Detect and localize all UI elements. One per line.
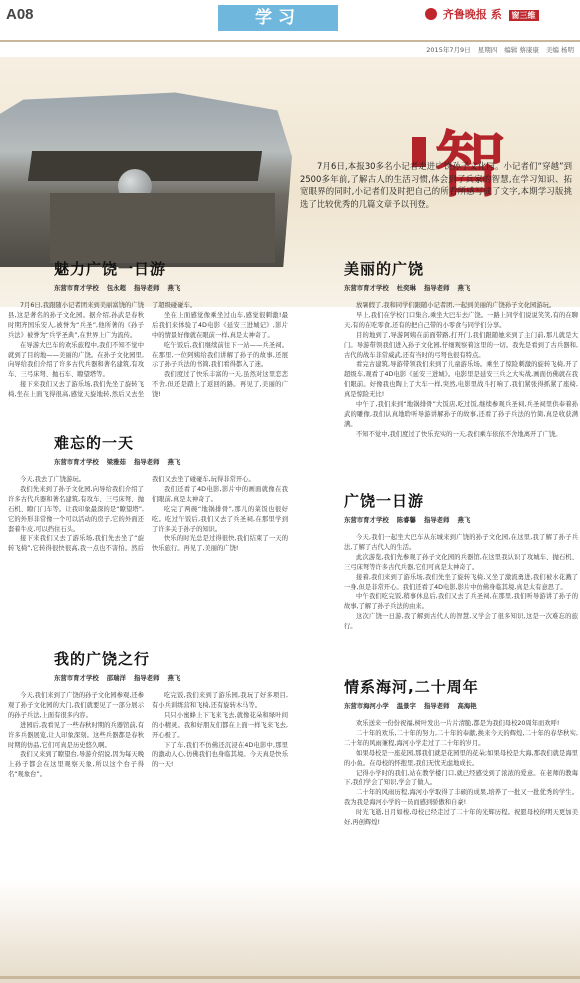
paragraph: 看完古建筑,导游带领我们来到了儿童游乐场。乘坐了惊险刺激的旋转飞椅,开了超级车,观看了4D电影《延安三进城》。电影里是延安三兵之大实战,画面仿佛就在我们眼前。好像我也陶上了大车一样,突然,电影里战斗打响了,我们紧张得抓紧了座椅,真是惊险无比! (344, 361, 578, 399)
byline-school: 东营市育才学校 (344, 516, 389, 524)
byline-author: 梁雅茹 (106, 458, 126, 466)
paper-tag: 窗三维 (509, 10, 539, 21)
article-title: 难忘的一天 (54, 434, 135, 452)
byline-school: 东营市育才学校 (54, 674, 99, 682)
byline-teacher-label: 指导老师 (423, 516, 450, 524)
article-byline (54, 457, 288, 466)
paragraph: 在导游大巴车的欢乐旅程中,我们不知不觉中就到了目的地——美丽的广饶。在孙子文化园里,向导给我们介绍了许多古代兵器和著名建筑,有攻车、三弓床弩、抛石车、瞭望塔等。 (8, 341, 144, 379)
byline-school: 东营市育才学校 (344, 284, 389, 292)
paragraph: 时光飞逝,日月如梭,母校已经走过了二十年的光辉历程。祝愿母校的明天更加美好,再创辉煌! (344, 809, 578, 827)
paragraph: 这次广饶一日游,我了解到古代人的智慧,又学会了很多知识,这是一次难忘的旅行。 (344, 613, 578, 631)
header-rule (0, 40, 580, 42)
article-body (8, 475, 288, 554)
issue-meta (421, 45, 574, 54)
hero-photo (0, 89, 292, 267)
article-byline (54, 673, 288, 682)
byline-teacher: 高海艳 (457, 702, 477, 710)
paragraph: 今天,我们来到了广饶的孙子文化园参观,还参观了孙子文化园的大门,我们就要见了一部分展示的孙子兵法,上面有很多内容。 (8, 692, 144, 719)
paragraph: 记得小学时的我们,站在教学楼门口,就已经感受到了浓浓的爱意。在老师的教诲下,我们学会了知识,学会了做人。 (344, 769, 578, 787)
byline-teacher-label: 指导老师 (133, 674, 160, 682)
article-byline (344, 701, 578, 710)
article-body (344, 533, 578, 632)
paragraph: 如果母校是一座花园,那我们就是花园里的花朵;如果母校是大海,那我们就是海里的小鱼。在母校的怀抱里,我们无忧无虑地成长。 (344, 749, 578, 767)
intro-paragraph: 7月6日,本报30多名小记者走进广饶孙子文化园。小记者们“穿越”到2500多年前,了解古人的生活习惯,体会到了兵家的智慧,在学习知识、拓宽眼界的同时,小记者们及时把自己的所看所感写成了文字,本期学习版挑选了比较优秀的几篇文章予以刊登。 (300, 161, 572, 209)
paragraph: 只只小蜜蜂上下飞来飞去,就像花朵和绿叶间的小精灵。我和好朋友们都在上面一样飞来飞去,开心极了。 (152, 711, 288, 739)
byline-teacher: 燕飞 (457, 516, 471, 524)
article-1 (8, 258, 288, 400)
paragraph: 放暑假了,我和同学们跟随小记者团,一起到美丽的广饶孙子文化园游玩。 (356, 302, 556, 309)
paragraph: 接下来我们又去了游乐场,我们先坐了旋转飞椅,坐在上面飞得很高,感觉天旋地转,然后又去坐了超级碰碰车。 (8, 302, 197, 399)
paper-name: 齐鲁晚报 (442, 8, 487, 21)
article-body (344, 719, 578, 828)
byline-teacher: 燕飞 (167, 284, 181, 292)
article-body (8, 691, 288, 780)
paper-sub: 系 (490, 8, 502, 21)
byline-author: 温景字 (396, 702, 416, 710)
issue-weekday: 星期四 (477, 46, 498, 54)
byline-author: 杜奕琳 (396, 284, 416, 292)
paragraph: 中午我们吃完饭,稍事休息后,我们又去了兵圣祠,在那里,我们听导游讲了孙子的故事,了解了孙子兵法的由来。 (344, 593, 578, 611)
byline-teacher-label: 指导老师 (423, 284, 450, 292)
paragraph: 吃完饭,我们来到了游乐园,我玩了好多项目,有小兵训练营和飞椅,还有旋转木马等。 (152, 692, 288, 709)
paragraph: 我们先来到了孙子文化园,向导给我们介绍了许多古代兵器和著名建筑,有攻车、三弓床弩、抛石机、瞭门门车等。让我印象最深的是“瞭望塔”,它的外形非常像一个可以活动的房子,它的外面还套着牛皮,可以挡住石头。 (8, 485, 144, 533)
article-2 (8, 432, 288, 554)
byline-author: 陈睿馨 (396, 516, 416, 524)
byline-author: 邵瑞洋 (106, 674, 126, 682)
article-4 (298, 258, 578, 440)
byline-teacher: 燕飞 (167, 674, 181, 682)
paragraph: 7月6日,我跟随小记者团来到美丽富饶的广饶县,这是著名的孙子文化园。据介绍,孙武是春秋时期齐国乐安人,被誉为“兵圣”,他所著的《孙子兵法》被誉为“兵学圣典”,在世界上广为流传。 (8, 302, 144, 339)
editor-credit: 编辑 蔡康康 (504, 46, 539, 54)
photo-wall (50, 193, 275, 263)
paragraph: 接着,我们来到了游乐场,我们先坐了旋转飞椅,又坐了激流勇进,我们被水花溅了一身,但是非常开心。我们还看了4D电影,影片中仿佛身临其境,真是太有意思了。 (344, 573, 578, 591)
paragraph: 欢乐送来一份份祝福,树叶发出一片片清脆,都是为我们母校20周年而欢呼! (356, 720, 560, 727)
byline-teacher-label: 指导老师 (133, 284, 160, 292)
paragraph: 坐在上面感觉像乘坐过山车,感觉很刺激!最后我们来体验了4D电影《延安三进城记》,影片中的情景好像就在眼前一样,真是太神奇了。 (152, 311, 288, 339)
paragraph: 接下来我们又去了游乐场,我们先去坐了“旋转飞椅”,它转得很快很高,我一点也不害怕。然后我们又去坐了碰碰车,玩得非常开心。 (8, 476, 255, 553)
article-title: 情系海河,二十周年 (344, 678, 479, 696)
paragraph: 目的地到了,导游阿姨在前面带路,打开门,我们跟随她来到了主门前,那儿就是大门。导游带领我们进入孙子文化园,仔细观察着这里的一切。我先是看到了古兵器和,古代的战车非常威武,还有当时的弓弩也很有特点。 (344, 331, 578, 359)
article-body (8, 301, 288, 400)
article-title: 我的广饶之行 (54, 650, 151, 668)
article-byline (54, 283, 288, 292)
byline-teacher-label: 指导老师 (133, 458, 160, 466)
paragraph: 进园后,我看见了一些春秋时期的兵器馆前,有许多兵器展览,让人印象深刻。这些兵器都是春秋时期的仿品,它们可真是历史悠久啊。 (8, 721, 144, 749)
paragraph: 此次游览,我们先参观了孙子文化园的兵器馆,在这里我认识了攻城车、抛石机、三弓床弩等许多古代兵器,它们可真是太神奇了。 (344, 553, 578, 571)
masthead (0, 0, 580, 40)
byline-school: 东营市海河小学 (344, 702, 389, 710)
article-body (344, 301, 578, 440)
footer-rule (0, 976, 580, 979)
paragraph: 吃完了两碗“地锅排骨”,那儿的菜饭也很好吃。吃过午饭后,我们又去了兵圣祠,在那里学到了许多关于孙子的知识。 (152, 505, 288, 533)
paper-logo (425, 6, 539, 24)
paragraph: 不知不觉中,我们度过了快乐充实的一天,我们乘车依依不舍地离开了广饶。 (356, 430, 562, 438)
paragraph: 我们度过了快乐丰富的一天,虽然对这里恋恋不舍,但还是踏上了返回的路。再见了,美丽的广饶! (152, 371, 288, 399)
designer-credit: 美编 杨明 (545, 46, 574, 54)
article-3 (8, 648, 288, 780)
article-title: 广饶一日游 (344, 492, 425, 510)
paragraph: 二十年的欢乐,二十年的努力,二十年的奉献,换来今天的辉煌,二十年的春华秋实,二十年的风雨兼程,海河小学走过了二十年的岁月。 (344, 729, 578, 747)
section-title: 学习 (218, 5, 338, 31)
paragraph: 二十年的风雨历程,海河小学取得了丰硕的成果,培养了一批又一批优秀的学生。我为我是海河小学的一员而感到骄傲和自豪! (344, 789, 578, 807)
paragraph: 下了车,我们不仿佛还沉浸在4D电影中,那里的激动人心,仿佛我们也身临其境。今天真是快乐的一天! (152, 741, 288, 769)
paragraph: 我们又来到了瞭望台,导游介绍说,因为每天晚上孙子都会在这里观察天象,所以这个台子得名“观象台”。 (8, 751, 144, 779)
paragraph: 快乐的时光总是过得很快,我们结束了一天的快乐旅行。再见了,美丽的广饶! (152, 535, 288, 553)
paragraph: 吃午饭后,我们继续前往下一站——兵圣祠。在那里,一位阿姨给我们讲解了孙子的故事,还展示了孙子兵法的书简,我们看得都入了迷。 (152, 341, 288, 369)
paragraph: 中午了,我们来到“地锅排骨”大饭店,吃过饭,继续参观兵圣祠,兵圣祠里供奉着孙武的雕像,我们认真地聆听导游讲解孙子的故事,还看了孙子兵法的竹简,真是收获满满。 (344, 401, 578, 428)
byline-teacher-label: 指导老师 (423, 702, 450, 710)
byline-teacher: 燕飞 (167, 458, 181, 466)
article-byline (344, 283, 578, 292)
article-6 (298, 676, 578, 828)
byline-school: 东营市育才学校 (54, 284, 99, 292)
paragraph: 早上,我们在学校门口集合,乘坐大巴车去广饶。一路上同学们说说笑笑,有的在聊天,有的在吃零食,还有的把自己带的小零食与同学们分享。 (344, 311, 578, 329)
article-byline (344, 515, 578, 524)
byline-author: 包永超 (106, 284, 126, 292)
byline-teacher: 燕飞 (457, 284, 471, 292)
article-title: 美丽的广饶 (344, 260, 425, 278)
byline-school: 东营市育才学校 (54, 458, 99, 466)
article-5 (298, 490, 578, 632)
paragraph: 今天,我去了广饶游玩。 (20, 476, 85, 483)
issue-date: 2015年7月9日 (426, 46, 471, 54)
calligraphy-character: 智 (434, 122, 507, 207)
page-number: A08 (6, 6, 34, 23)
paragraph: 今天,我们一起坐大巴车从东城来到广饶的孙子文化园,在这里,我了解了孙子兵法,了解了古代人的生活。 (344, 534, 578, 551)
logo-icon (425, 8, 437, 20)
paragraph: 我们还看了4D电影,影片中的画面就像在我们眼前,真是太神奇了。 (152, 485, 288, 503)
article-title: 魅力广饶一日游 (54, 260, 167, 278)
bottom-ink-wash (0, 880, 580, 983)
